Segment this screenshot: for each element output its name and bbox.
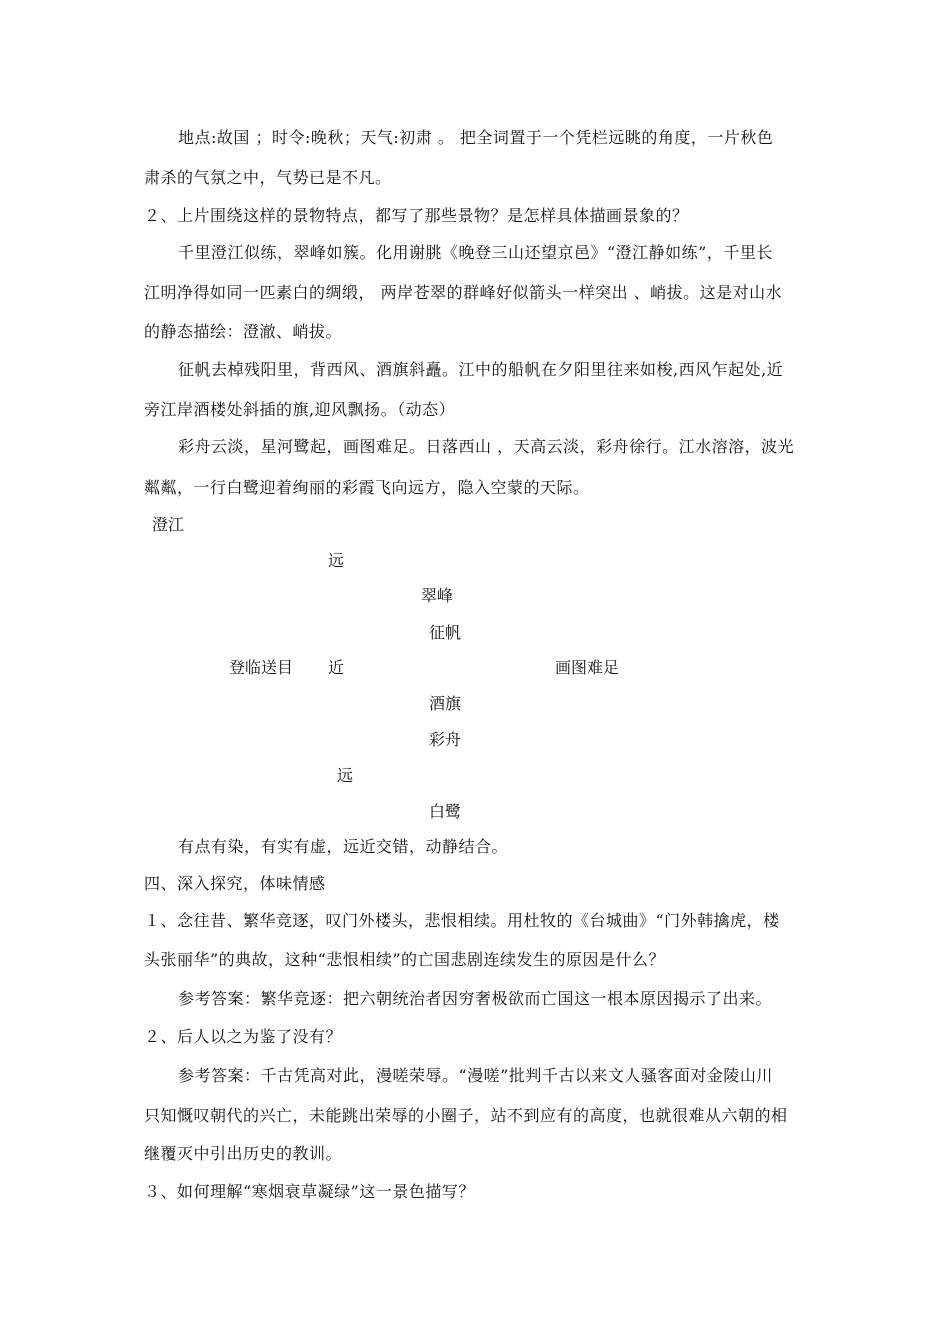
paragraph-line: 有点有染，有实有虚，远近交错，动静结合。 [178, 837, 509, 856]
paragraph-line: 千里澄江似练，翠峰如簇。化用谢朓《晚登三山还望京邑》“澄江静如练”，千里长 [178, 243, 773, 262]
diagram-item: 彩舟 [429, 730, 462, 749]
paragraph-line: 征帆去棹残阳里，背西风、酒旗斜矗。江中的船帆在夕阳里往来如梭,西风乍起处,近 [178, 360, 784, 379]
diagram-item: 征帆 [429, 623, 462, 642]
paragraph-line: 继覆灭中引出历史的教训。 [144, 1144, 343, 1163]
paragraph-line: 地点:故国 ；时令:晚秋；天气:初肃 。 把全词置于一个凭栏远眺的角度，一片秋色 [178, 128, 774, 147]
section-heading: 四、深入探究，体味情感 [144, 874, 326, 893]
paragraph-line: 粼粼，一行白鹭迎着绚丽的彩霞飞向远方，隐入空蒙的天际。 [144, 478, 590, 497]
diagram-far-label: 远 [328, 551, 345, 570]
paragraph-line: 肃杀的气氛之中，气势已是不凡。 [144, 168, 392, 187]
paragraph-line: 江明净得如同一匹素白的绸缎， 两岸苍翠的群峰好似箭头一样突出 、峭拔。这是对山水 [144, 283, 783, 302]
question-heading: １、念往昔、繁华竞逐，叹门外楼头，悲恨相续。用杜牧的《台城曲》“门外韩擒虎，楼 [144, 911, 780, 930]
paragraph-line: 旁江岸酒楼处斜插的旗,迎风飘扬。（动态） [144, 400, 456, 419]
diagram-item: 酒旗 [429, 694, 462, 713]
diagram-right-label: 画图难足 [555, 658, 620, 677]
paragraph-line: 头张丽华”的典故，这种“悲恨相续”的亡国悲剧连续发生的原因是什么？ [144, 950, 666, 969]
paragraph-line: 的静态描绘：澄澈、峭拔。 [144, 322, 343, 341]
diagram-left-label: 登临送目 [229, 658, 294, 677]
diagram-far-label: 远 [337, 766, 354, 785]
question-heading: ２、上片围绕这样的景物特点，都写了那些景物？是怎样具体描画景象的？ [144, 206, 689, 225]
question-heading: ３、如何理解“寒烟衰草凝绿”这一景色描写？ [144, 1182, 475, 1201]
diagram-item: 翠峰 [421, 586, 454, 605]
answer-line: 参考答案：繁华竞逐：把六朝统治者因穷奢极欲而亡国这一根本原因揭示了出来。 [178, 989, 773, 1008]
paragraph-line: 只知慨叹朝代的兴亡，未能跳出荣辱的小圈子，站不到应有的高度，也就很难从六朝的相 [144, 1106, 788, 1125]
diagram-top-label: 澄江 [152, 515, 185, 534]
diagram-near-label: 近 [328, 658, 345, 677]
answer-line: 参考答案：千古凭高对此，漫嗟荣辱。“漫嗟”批判千古以来文人骚客面对金陵山川 [178, 1066, 773, 1085]
question-heading: ２、后人以之为鉴了没有？ [144, 1027, 343, 1046]
paragraph-line: 彩舟云淡，星河鹭起，画图难足。日落西山 ，天高云淡，彩舟徐行。江水溶溶，波光 [178, 437, 795, 456]
diagram-item: 白鹭 [429, 802, 462, 821]
